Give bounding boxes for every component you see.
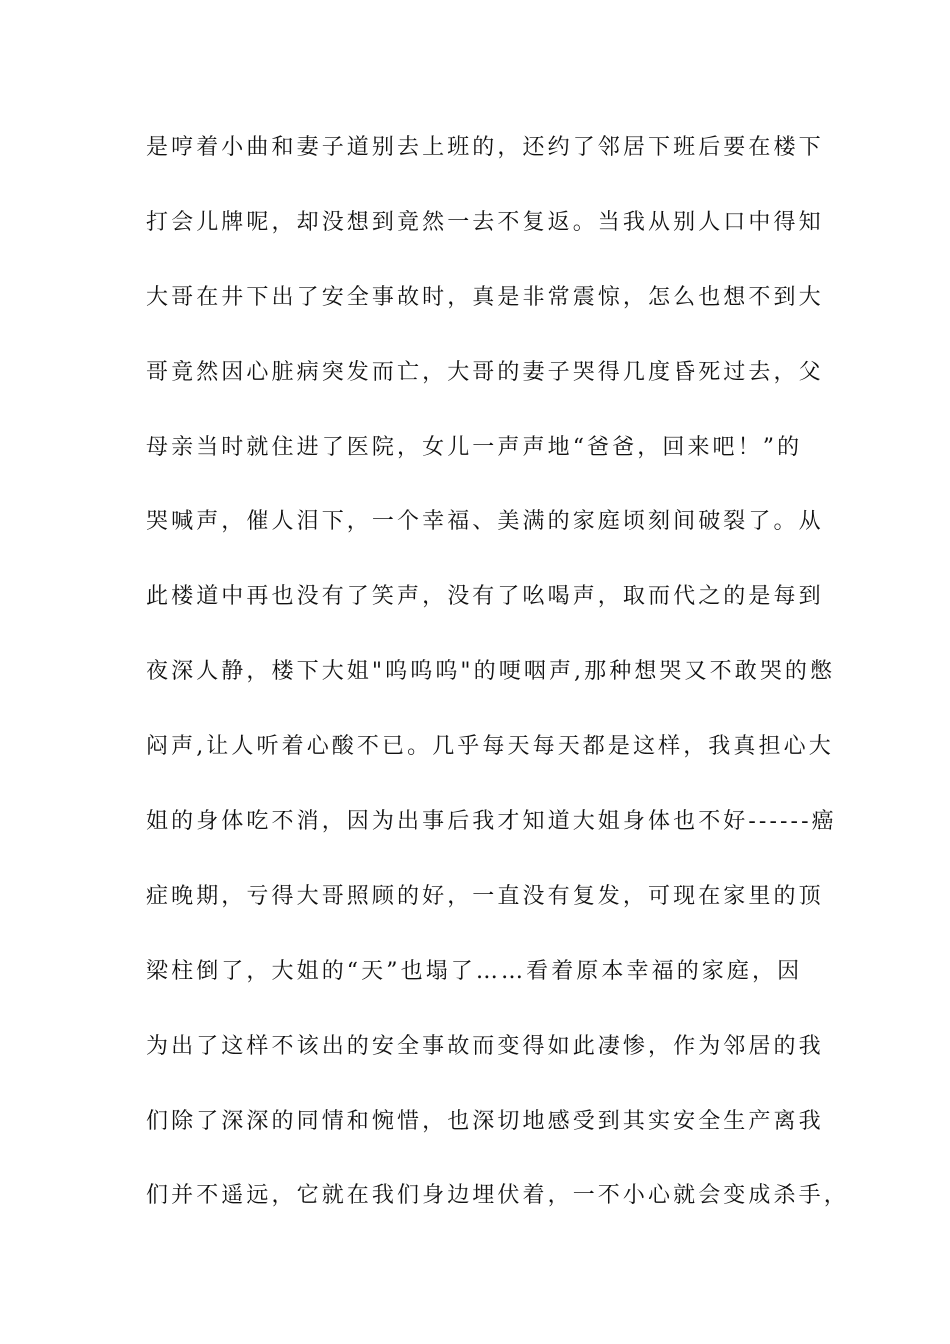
text-line: 们除了深深的同情和惋惜，也深切地感受到其实安全生产离我: [146, 1108, 824, 1134]
text-line: 症晚期，亏得大哥照顾的好，一直没有复发，可现在家里的顶: [146, 883, 824, 909]
text-line: 姐的身体吃不消，因为出事后我才知道大姐身体也不好------癌: [146, 809, 837, 835]
text-line: 打会儿牌呢，却没想到竟然一去不复返。当我从别人口中得知: [146, 209, 824, 235]
text-line: 梁柱倒了，大姐的“天”也塌了……看着原本幸福的家庭，因: [146, 958, 803, 984]
text-line: 为出了这样不该出的安全事故而变得如此凄惨，作为邻居的我: [146, 1033, 824, 1059]
text-line: 哭喊声，催人泪下，一个幸福、美满的家庭顷刻间破裂了。从: [146, 509, 824, 535]
text-line: 此楼道中再也没有了笑声，没有了吆喝声，取而代之的是每到: [146, 584, 824, 610]
text-line: 们并不遥远，它就在我们身边埋伏着，一不小心就会变成杀手，: [146, 1183, 849, 1209]
body-text: [146, 128, 849, 1251]
text-line: 大哥在井下出了安全事故时，真是非常震惊，怎么也想不到大: [146, 284, 824, 310]
text-line: 闷声,让人听着心酸不已。几乎每天每天都是这样，我真担心大: [146, 734, 834, 760]
text-line: 母亲当时就住进了医院，女儿一声声地“爸爸，回来吧！”的: [146, 434, 803, 460]
text-line: 哥竟然因心脏病突发而亡，大哥的妻子哭得几度昏死过去，父: [146, 359, 824, 385]
text-line: 是哼着小曲和妻子道别去上班的，还约了邻居下班后要在楼下: [146, 135, 824, 160]
text-line: 夜深人静，楼下大姐"呜呜呜"的哽咽声,那种想哭又不敢哭的憋: [146, 659, 836, 685]
